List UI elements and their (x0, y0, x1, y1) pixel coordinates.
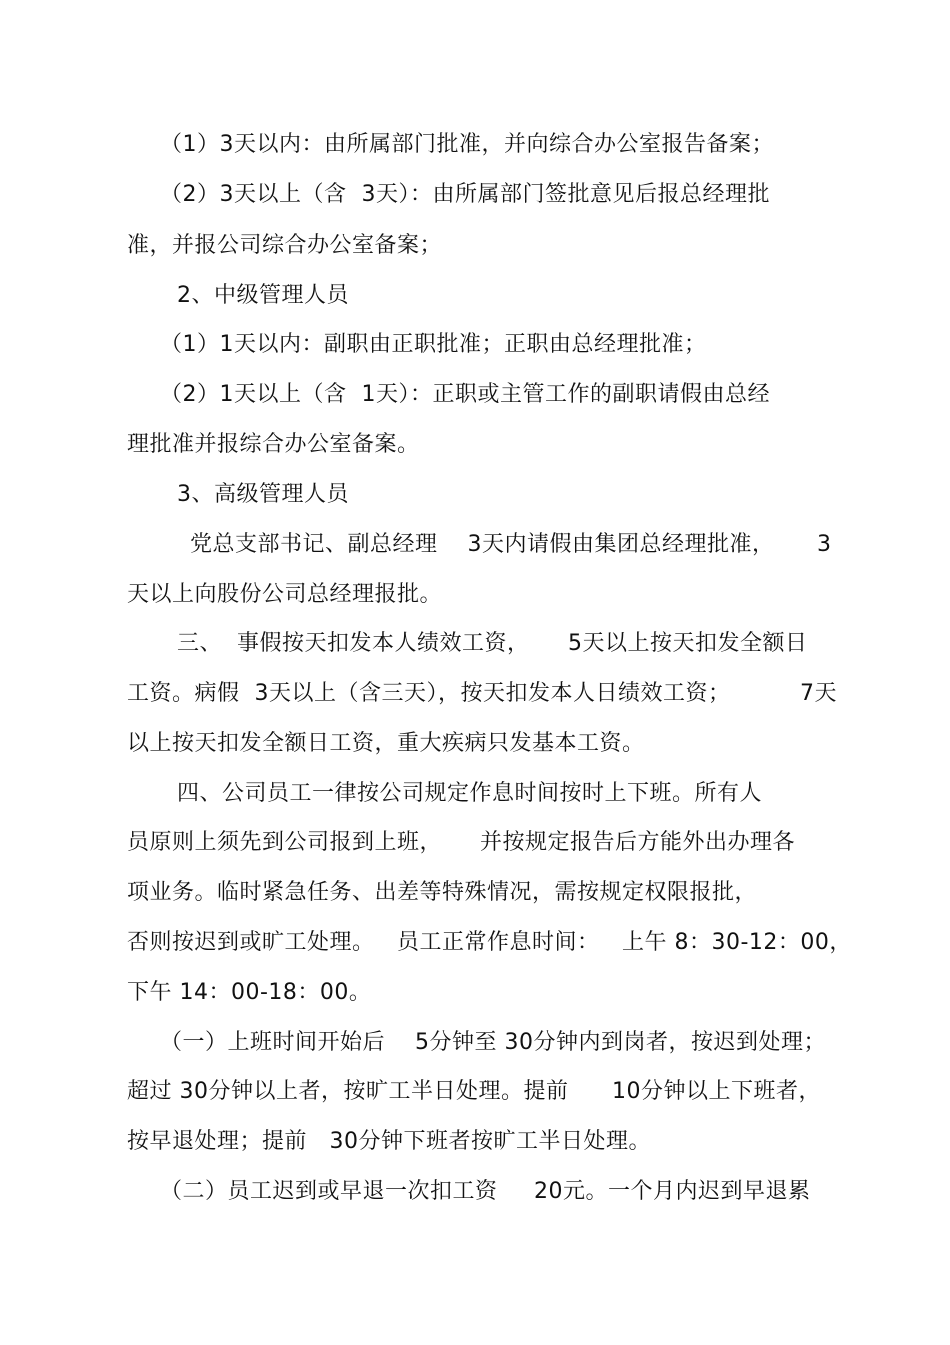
section-heading: 2、中级管理人员 (177, 283, 349, 308)
text-line: （二）员工迟到或早退一次扣工资 (160, 1179, 498, 1204)
text-fragment: 3 (817, 532, 832, 557)
text-line: （1）3天以内：由所属部门批准，并向综合办公室报告备案； (160, 132, 774, 157)
text-line: 理批准并报综合办公室备案。 (127, 432, 420, 457)
text-line: （2）3天以上（含 3天）：由所属部门签批意见后报总经理批 (160, 182, 770, 207)
text-line: 项业务。临时紧急任务、出差等特殊情况，需按规定权限报批， (127, 880, 758, 905)
text-line: 按早退处理；提前 30分钟下班者按旷工半日处理。 (127, 1129, 651, 1154)
text-line: 三、 事假按天扣发本人绩效工资， (177, 631, 530, 656)
text-line: 党总支部书记、副总经理 3天内请假由集团总经理批准， (190, 532, 775, 557)
text-fragment: 5天以上按天扣发全额日 (568, 631, 808, 656)
text-fragment: 20元。一个月内迟到早退累 (534, 1179, 811, 1204)
text-line: （2）1天以上（含 1天）：正职或主管工作的副职请假由总经 (160, 382, 770, 407)
text-line: （一）上班时间开始后 5分钟至 30分钟内到岗者，按迟到处理； (160, 1030, 826, 1055)
text-line: 天以上向股份公司总经理报批。 (127, 582, 443, 607)
text-fragment: 并按规定报告后方能外出办理各 (480, 830, 796, 855)
section-heading: 3、高级管理人员 (177, 482, 349, 507)
text-line: 工资。病假 3天以上（含三天），按天扣发本人日绩效工资； (127, 681, 731, 706)
text-line: 四、公司员工一律按公司规定作息时间按时上下班。所有人 (177, 781, 763, 806)
text-fragment: 10分钟以上下班者， (612, 1079, 821, 1104)
text-fragment: 7天 (800, 681, 837, 706)
text-line: 否则按迟到或旷工处理。 员工正常作息时间： 上午 8：30-12：00， (127, 930, 852, 955)
text-line: 以上按天扣发全额日工资，重大疾病只发基本工资。 (127, 731, 645, 756)
text-line: 超过 30分钟以上者，按旷工半日处理。提前 (127, 1079, 569, 1104)
text-line: 员原则上须先到公司报到上班， (127, 830, 443, 855)
text-line: 下午 14：00-18：00。 (127, 980, 372, 1005)
text-line: （1）1天以内：副职由正职批准；正职由总经理批准； (160, 332, 707, 357)
text-line: 准，并报公司综合办公室备案； (127, 233, 443, 258)
